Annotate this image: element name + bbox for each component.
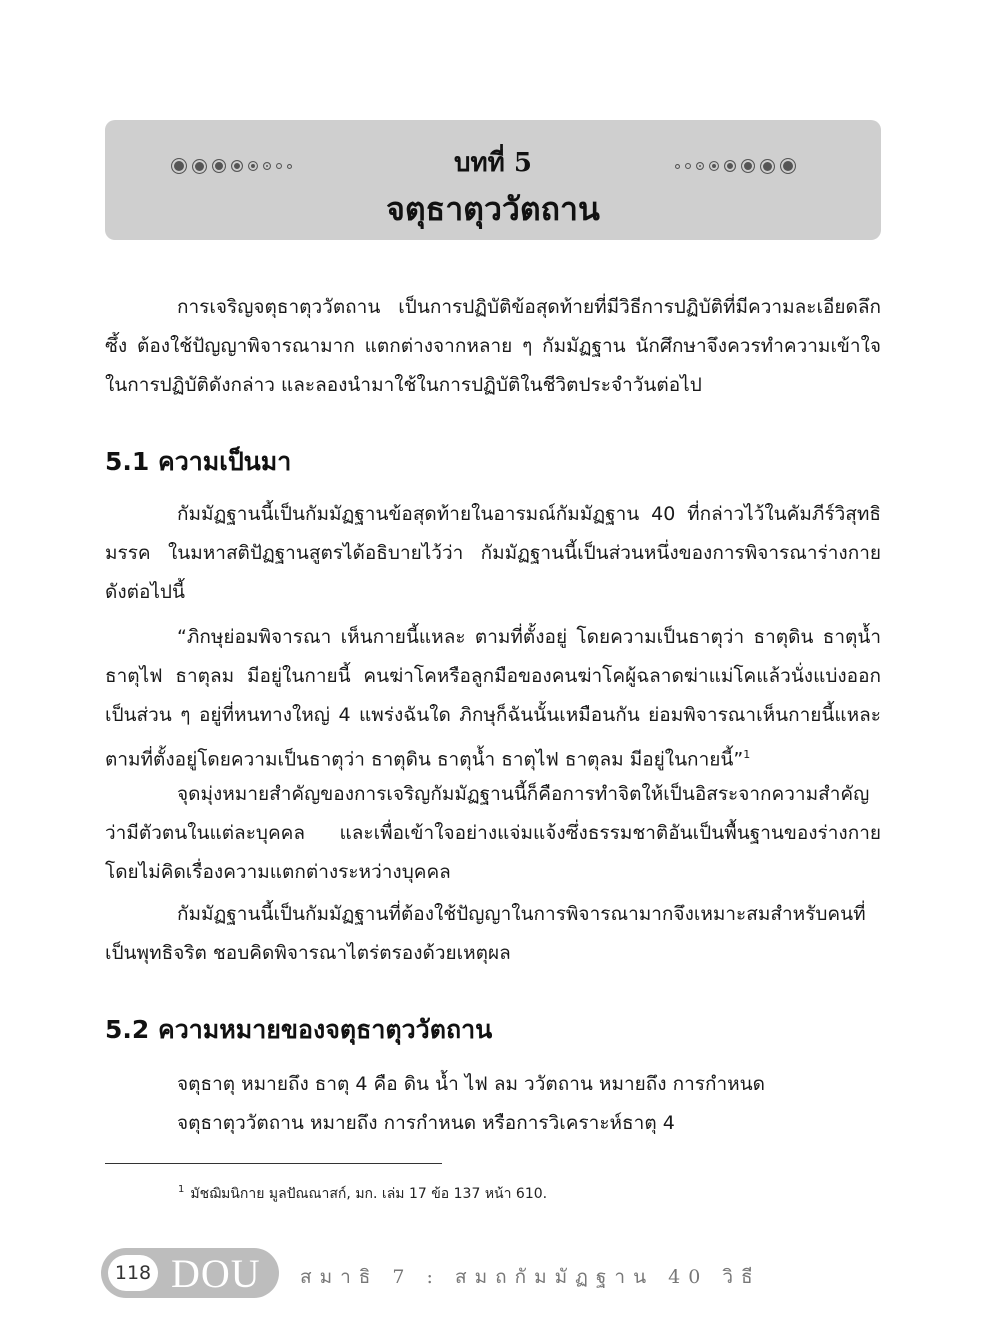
section-heading-5-2: 5.2 ความหมายของจตุธาตุววัตถาน <box>105 1015 493 1044</box>
quote-paragraph <box>105 618 881 779</box>
running-footer-title: สมาธิ 7 : สมถกัมมัฏฐาน 40 วิธี <box>300 1266 761 1288</box>
publisher-logo: DOU <box>171 1251 261 1296</box>
section2-line-1: จตุธาตุ หมายถึง ธาตุ 4 คือ ดิน น้ำ ไฟ ลม ววัตถาน หมายถึง การกำหนด <box>177 1073 765 1095</box>
page-number: 118 <box>108 1255 158 1291</box>
footnote <box>178 1183 547 1205</box>
section2-line-2: จตุธาตุววัตถาน หมายถึง การกำหนด หรือการวิเคราะห์ธาตุ 4 <box>177 1112 675 1134</box>
footer-badge <box>101 1248 279 1298</box>
section-heading-5-1: 5.1 ความเป็นมา <box>105 447 292 476</box>
footnote-mark: 1 <box>178 1184 185 1196</box>
chapter-number: บทที่ 5 <box>454 148 532 178</box>
decorative-dots-right <box>675 158 801 174</box>
quote-text: “ภิกษุย่อมพิจารณา เห็นกายนี้แหละ ตามที่ตั้งอยู่ โดยความเป็นธาตุว่า ธาตุดิน ธาตุน้ำ ธาตุไฟ ธาตุลม มีอยู่ในกายนี้ คนฆ่าโคหรือลูกมือของคนฆ่าโคผู้ฉลาดฆ่าแม่โคแล้วนั่งแบ่งออกเป็นส่วน ๆ อยู่ที่หนทางใหญ่ 4 แพร่งฉันใด ภิกษุก็ฉันนั้นเหมือนกัน ย่อมพิจารณาเห็นกายนี้แหละ ตามที่ตั้งอยู่โดยความเป็นธาตุว่า ธาตุดิน ธาตุน้ำ ธาตุไฟ ธาตุลม มีอยู่ในกายนี้” <box>105 626 881 771</box>
footnote-reference[interactable]: 1 <box>743 748 751 761</box>
footnote-text: มัชฌิมนิกาย มูลปัณณาสก์, มก. เล่ม 17 ข้อ 137 หน้า 610. <box>190 1186 548 1202</box>
chapter-header <box>105 120 881 240</box>
section1-paragraph-2: จุดมุ่งหมายสำคัญของการเจริญกัมมัฏฐานนี้ก็คือการทำจิตให้เป็นอิสระจากความสำคัญว่ามีตัวตนในแต่ละบุคคล และเพื่อเข้าใจอย่างแจ่มแจ้งซึ่งธรรมชาติอันเป็นพื้นฐานของร่างกายโดยไม่คิดเรื่องความแตกต่างระหว่างบุคคล <box>105 783 881 883</box>
section1-paragraph-3: กัมมัฏฐานนี้เป็นกัมมัฏฐานที่ต้องใช้ปัญญาในการพิจารณามากจึงเหมาะสมสำหรับคนที่เป็นพุทธิจริต ชอบคิดพิจารณาไตร่ตรองด้วยเหตุผล <box>105 903 866 964</box>
section1-paragraph-1: กัมมัฏฐานนี้เป็นกัมมัฏฐานข้อสุดท้ายในอารมณ์กัมมัฏฐาน 40 ที่กล่าวไว้ในคัมภีร์วิสุทธิมรรค ในมหาสติปัฏฐานสูตรได้อธิบายไว้ว่า กัมมัฏฐานนี้เป็นส่วนหนึ่งของการพิจารณาร่างกาย ดังต่อไปนี้ <box>105 503 881 603</box>
intro-paragraph: การเจริญจตุธาตุววัตถาน เป็นการปฏิบัติข้อสุดท้ายที่มีวิธีการปฏิบัติที่มีความละเอียดลึกซึ้ง ต้องใช้ปัญญาพิจารณามาก แตกต่างจากหลาย ๆ กัมมัฏฐาน นักศึกษาจึงควรทำความเข้าใจในการปฏิบัติดังกล่าว และลองนำมาใช้ในการปฏิบัติในชีวิตประจำวันต่อไป <box>105 296 881 396</box>
chapter-title: จตุธาตุววัตถาน <box>386 190 600 228</box>
footnote-divider <box>105 1163 442 1164</box>
